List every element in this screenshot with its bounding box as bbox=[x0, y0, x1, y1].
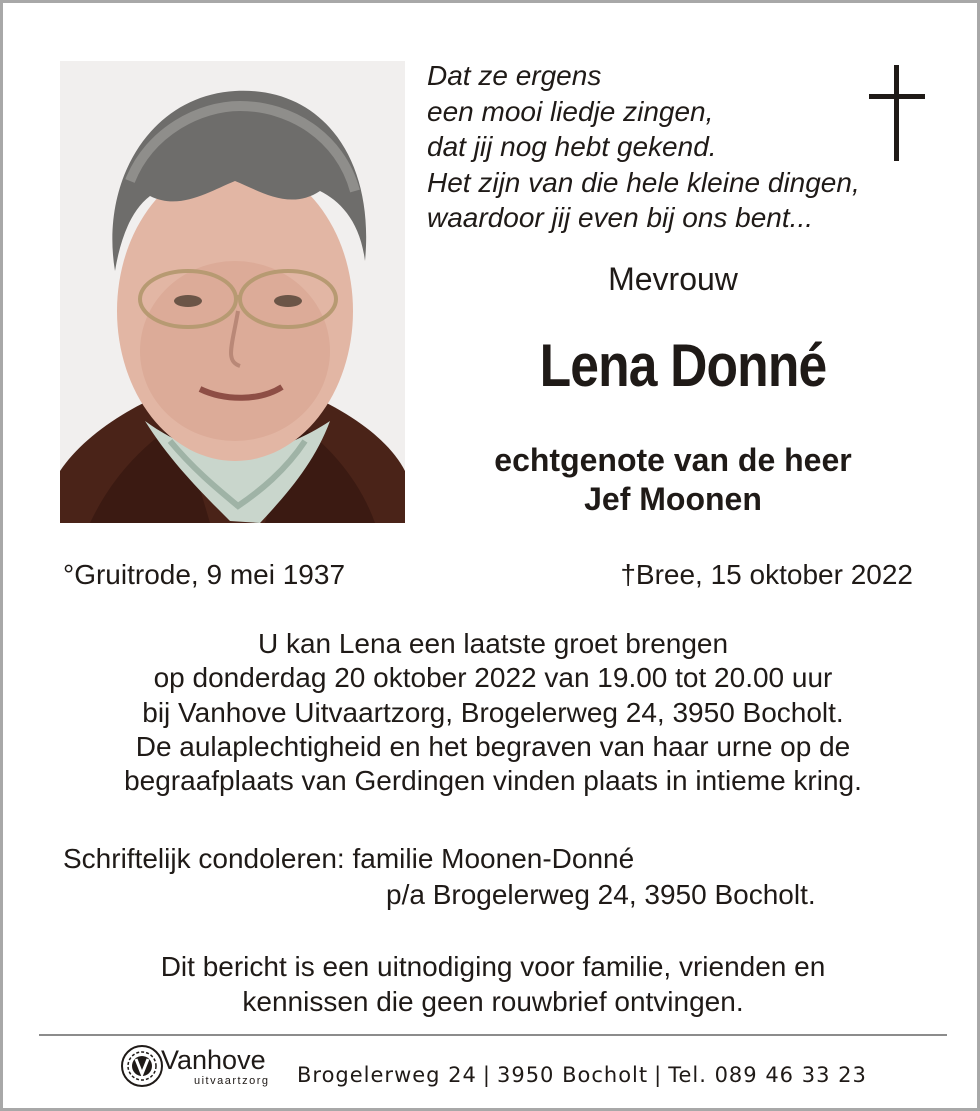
invitation-line: kennissen die geen rouwbrief ontvingen. bbox=[242, 986, 744, 1017]
condolence-line: Schriftelijk condoleren: familie Moonen-Donné bbox=[63, 843, 635, 874]
notice-line: De aulaplechtigheid en het begraven van haar urne op de bbox=[135, 730, 851, 762]
invitation-line: Dit bericht is een uitnodiging voor familie, vrienden en bbox=[160, 951, 826, 982]
footer-address: Brogelerweg 24 bbox=[297, 1063, 477, 1087]
notice-line: bij Vanhove Uitvaartzorg, Brogelerweg 24, 3950 Bocholt. bbox=[142, 696, 844, 728]
footer-separator: | bbox=[654, 1063, 663, 1087]
divider bbox=[39, 1034, 947, 1036]
birth-info: °Gruitrode, 9 mei 1937 bbox=[63, 559, 346, 590]
condolence-address: p/a Brogelerweg 24, 3950 Bocholt. bbox=[386, 879, 816, 910]
notice-line: U kan Lena een laatste groet brengen bbox=[257, 628, 729, 659]
poem-line: dat jij nog hebt gekend. bbox=[427, 131, 717, 162]
spouse-relation: echtgenote van de heer bbox=[494, 442, 852, 478]
poem bbox=[427, 58, 860, 236]
poem-line: waardoor jij even bij ons bent... bbox=[427, 202, 813, 233]
honorific: Mevrouw bbox=[608, 261, 738, 297]
footer-separator: | bbox=[482, 1063, 491, 1087]
brand-name: Vanhove bbox=[161, 1045, 266, 1075]
notice-line: op donderdag 20 oktober 2022 van 19.00 tot 20.00 uur bbox=[153, 662, 833, 694]
spouse-info bbox=[443, 441, 903, 519]
vanhove-logo-icon bbox=[119, 1043, 165, 1089]
poem-line: Het zijn van die hele kleine dingen, bbox=[427, 166, 860, 198]
poem-line: een mooi liedje zingen, bbox=[427, 95, 714, 127]
notice-line: begraafplaats van Gerdingen vinden plaats in intieme kring. bbox=[124, 765, 862, 797]
invitation-note bbox=[3, 949, 980, 1019]
footer-city: 3950 Bocholt bbox=[496, 1063, 649, 1087]
cross-icon bbox=[869, 65, 925, 161]
deceased-name: Lena Donné bbox=[539, 332, 827, 399]
funeral-home-logo bbox=[119, 1043, 289, 1091]
footer-phone: Tel. 089 46 33 23 bbox=[668, 1063, 867, 1087]
portrait-photo bbox=[60, 61, 405, 523]
visitation-notice bbox=[3, 627, 980, 798]
portrait-illustration bbox=[60, 61, 405, 523]
footer-contact bbox=[297, 1063, 867, 1087]
death-info: †Bree, 15 oktober 2022 bbox=[620, 559, 913, 590]
spouse-name: Jef Moonen bbox=[584, 481, 762, 517]
brand-subtitle: uitvaartzorg bbox=[194, 1075, 270, 1087]
poem-line: Dat ze ergens bbox=[427, 60, 602, 91]
